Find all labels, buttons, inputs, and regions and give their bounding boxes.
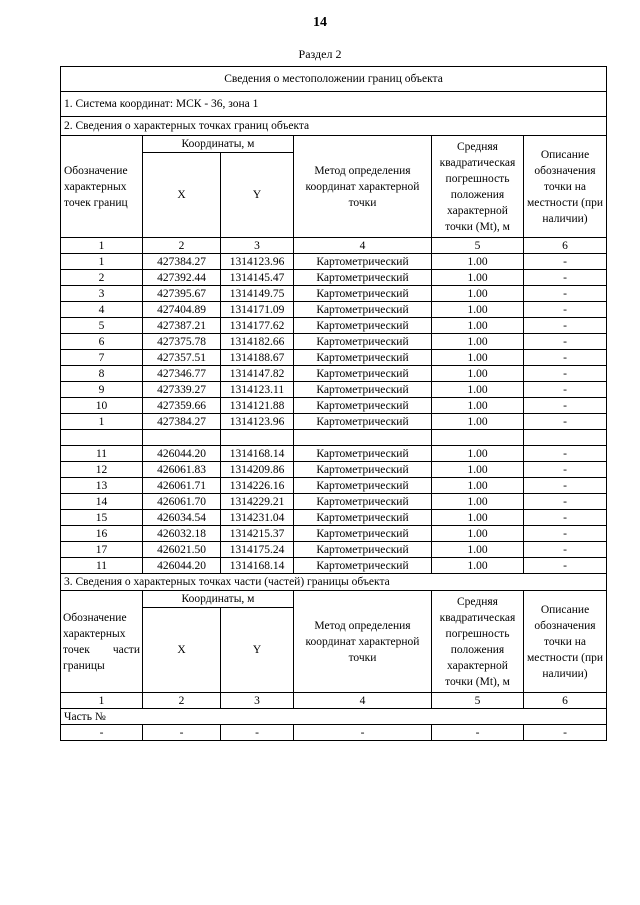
coord-y: 1314175.24 bbox=[221, 542, 294, 558]
point-number: 13 bbox=[61, 478, 143, 494]
coord-y: 1314171.09 bbox=[221, 302, 294, 318]
coord-y: 1314209.86 bbox=[221, 462, 294, 478]
coord-x: 427404.89 bbox=[143, 302, 221, 318]
page-number: 14 bbox=[313, 15, 327, 30]
error: 1.00 bbox=[432, 382, 524, 398]
description: - bbox=[524, 350, 607, 366]
header-description: Описание обозначения точки на местности (при наличии) bbox=[524, 136, 607, 238]
method: Картометрический bbox=[294, 510, 432, 526]
parts-header-description: Описание обозначения точки на местности (при наличии) bbox=[524, 591, 607, 693]
method: Картометрический bbox=[294, 398, 432, 414]
col-number: 3 bbox=[221, 693, 294, 709]
description: - bbox=[524, 334, 607, 350]
error: 1.00 bbox=[432, 446, 524, 462]
error: 1.00 bbox=[432, 526, 524, 542]
point-row bbox=[61, 254, 607, 270]
col-number: 1 bbox=[61, 238, 143, 254]
col-number: 6 bbox=[524, 693, 607, 709]
parts-header-y: Y bbox=[221, 608, 294, 693]
error: 1.00 bbox=[432, 334, 524, 350]
parts-heading: 3. Сведения о характерных точках части (частей) границы объекта bbox=[61, 574, 607, 591]
error: 1.00 bbox=[432, 494, 524, 510]
point-number: 2 bbox=[61, 270, 143, 286]
point-number: 16 bbox=[61, 526, 143, 542]
parts-header-method: Метод определения координат характерной точки bbox=[294, 591, 432, 693]
coord-x: 427395.67 bbox=[143, 286, 221, 302]
coord-x bbox=[143, 430, 221, 446]
point-row bbox=[61, 366, 607, 382]
point-number: 5 bbox=[61, 318, 143, 334]
description: - bbox=[524, 318, 607, 334]
header-coordinates: Координаты, м bbox=[143, 136, 294, 153]
error: 1.00 bbox=[432, 510, 524, 526]
point-number: 11 bbox=[61, 446, 143, 462]
parts-header-point-designation: Обозначение характерных точек части границы bbox=[61, 591, 143, 693]
description: - bbox=[524, 270, 607, 286]
col-number: 5 bbox=[432, 693, 524, 709]
description: - bbox=[524, 478, 607, 494]
description: - bbox=[524, 510, 607, 526]
error: 1.00 bbox=[432, 542, 524, 558]
coord-y bbox=[221, 430, 294, 446]
description: - bbox=[524, 494, 607, 510]
coord-x: 427346.77 bbox=[143, 366, 221, 382]
point-row bbox=[61, 414, 607, 430]
point-number: 3 bbox=[61, 286, 143, 302]
description: - bbox=[524, 254, 607, 270]
point-number: 11 bbox=[61, 558, 143, 574]
points-heading: 2. Сведения о характерных точках границ объекта bbox=[61, 117, 607, 136]
error: 1.00 bbox=[432, 254, 524, 270]
coord-y: 1314177.62 bbox=[221, 318, 294, 334]
point-row bbox=[61, 542, 607, 558]
col-number: 6 bbox=[524, 238, 607, 254]
coord-y: 1314149.75 bbox=[221, 286, 294, 302]
coord-y: 1314229.21 bbox=[221, 494, 294, 510]
coord-x: 427387.21 bbox=[143, 318, 221, 334]
point-row bbox=[61, 494, 607, 510]
coord-x: 427392.44 bbox=[143, 270, 221, 286]
error: 1.00 bbox=[432, 302, 524, 318]
error: 1.00 bbox=[432, 462, 524, 478]
point-row bbox=[61, 334, 607, 350]
error: 1.00 bbox=[432, 318, 524, 334]
method: Картометрический bbox=[294, 462, 432, 478]
part-label: Часть № bbox=[61, 709, 607, 725]
point-row bbox=[61, 430, 607, 446]
column-numbers-row bbox=[61, 238, 607, 254]
coord-y: 1314215.37 bbox=[221, 526, 294, 542]
point-number: 10 bbox=[61, 398, 143, 414]
method: Картометрический bbox=[294, 414, 432, 430]
point-row bbox=[61, 446, 607, 462]
coord-y: 1314121.88 bbox=[221, 398, 294, 414]
part-cell: - bbox=[294, 725, 432, 741]
description bbox=[524, 430, 607, 446]
table-title: Сведения о местоположении границ объекта bbox=[61, 67, 607, 92]
coord-x: 426032.18 bbox=[143, 526, 221, 542]
method: Картометрический bbox=[294, 270, 432, 286]
point-row bbox=[61, 558, 607, 574]
header-error: Средняя квадратическая погрешность положения характерной точки (Mt), м bbox=[432, 136, 524, 238]
coord-x: 426061.71 bbox=[143, 478, 221, 494]
method: Картометрический bbox=[294, 494, 432, 510]
method: Картометрический bbox=[294, 526, 432, 542]
method: Картометрический bbox=[294, 478, 432, 494]
col-number: 2 bbox=[143, 238, 221, 254]
error: 1.00 bbox=[432, 414, 524, 430]
col-number: 2 bbox=[143, 693, 221, 709]
col-number: 5 bbox=[432, 238, 524, 254]
header-y: Y bbox=[221, 153, 294, 238]
point-number: 6 bbox=[61, 334, 143, 350]
method: Картометрический bbox=[294, 446, 432, 462]
description: - bbox=[524, 414, 607, 430]
method: Картометрический bbox=[294, 382, 432, 398]
coord-y: 1314182.66 bbox=[221, 334, 294, 350]
point-number: 9 bbox=[61, 382, 143, 398]
description: - bbox=[524, 462, 607, 478]
point-row bbox=[61, 510, 607, 526]
coord-x: 426034.54 bbox=[143, 510, 221, 526]
coord-y: 1314168.14 bbox=[221, 446, 294, 462]
part-cell: - bbox=[61, 725, 143, 741]
description: - bbox=[524, 558, 607, 574]
coord-x: 427375.78 bbox=[143, 334, 221, 350]
method: Картометрический bbox=[294, 366, 432, 382]
point-row bbox=[61, 302, 607, 318]
coord-y: 1314231.04 bbox=[221, 510, 294, 526]
coord-y: 1314188.67 bbox=[221, 350, 294, 366]
header-method: Метод определения координат характерной точки bbox=[294, 136, 432, 238]
method: Картометрический bbox=[294, 318, 432, 334]
point-row bbox=[61, 382, 607, 398]
part-row bbox=[61, 725, 607, 741]
parts-column-numbers-row bbox=[61, 693, 607, 709]
point-row bbox=[61, 350, 607, 366]
coord-y: 1314147.82 bbox=[221, 366, 294, 382]
coord-y: 1314123.11 bbox=[221, 382, 294, 398]
point-number: 1 bbox=[61, 414, 143, 430]
point-number: 1 bbox=[61, 254, 143, 270]
parts-header-error: Средняя квадратическая погрешность положения характерной точки (Mt), м bbox=[432, 591, 524, 693]
part-cell: - bbox=[432, 725, 524, 741]
error: 1.00 bbox=[432, 286, 524, 302]
coord-y: 1314145.47 bbox=[221, 270, 294, 286]
point-number: 8 bbox=[61, 366, 143, 382]
col-number: 1 bbox=[61, 693, 143, 709]
description: - bbox=[524, 446, 607, 462]
point-number: 15 bbox=[61, 510, 143, 526]
parts-header-x: X bbox=[143, 608, 221, 693]
description: - bbox=[524, 286, 607, 302]
error: 1.00 bbox=[432, 478, 524, 494]
point-number: 4 bbox=[61, 302, 143, 318]
method: Картометрический bbox=[294, 558, 432, 574]
coord-x: 426061.70 bbox=[143, 494, 221, 510]
coord-y: 1314226.16 bbox=[221, 478, 294, 494]
section-title: Раздел 2 bbox=[298, 47, 342, 61]
col-number: 4 bbox=[294, 693, 432, 709]
part-cell: - bbox=[143, 725, 221, 741]
coord-x: 427357.51 bbox=[143, 350, 221, 366]
coord-x: 426044.20 bbox=[143, 446, 221, 462]
parts-header-coordinates: Координаты, м bbox=[143, 591, 294, 608]
method: Картометрический bbox=[294, 542, 432, 558]
point-row bbox=[61, 286, 607, 302]
error: 1.00 bbox=[432, 270, 524, 286]
error: 1.00 bbox=[432, 558, 524, 574]
method: Картометрический bbox=[294, 334, 432, 350]
coord-x: 426044.20 bbox=[143, 558, 221, 574]
point-row bbox=[61, 270, 607, 286]
description: - bbox=[524, 398, 607, 414]
description: - bbox=[524, 302, 607, 318]
description: - bbox=[524, 542, 607, 558]
method bbox=[294, 430, 432, 446]
point-number: 14 bbox=[61, 494, 143, 510]
coord-x: 426061.83 bbox=[143, 462, 221, 478]
point-row bbox=[61, 462, 607, 478]
description: - bbox=[524, 366, 607, 382]
coord-x: 426021.50 bbox=[143, 542, 221, 558]
coord-x: 427339.27 bbox=[143, 382, 221, 398]
error: 1.00 bbox=[432, 366, 524, 382]
part-cell: - bbox=[221, 725, 294, 741]
coord-y: 1314123.96 bbox=[221, 414, 294, 430]
error bbox=[432, 430, 524, 446]
point-row bbox=[61, 526, 607, 542]
col-number: 3 bbox=[221, 238, 294, 254]
coord-system: 1. Система координат: МСК - 36, зона 1 bbox=[61, 92, 607, 117]
coord-y: 1314123.96 bbox=[221, 254, 294, 270]
header-point-designation: Обозначение характерных точек границ bbox=[61, 136, 143, 238]
coord-x: 427359.66 bbox=[143, 398, 221, 414]
point-row bbox=[61, 318, 607, 334]
point-row bbox=[61, 398, 607, 414]
error: 1.00 bbox=[432, 350, 524, 366]
point-row bbox=[61, 478, 607, 494]
coord-x: 427384.27 bbox=[143, 414, 221, 430]
description: - bbox=[524, 382, 607, 398]
boundary-table bbox=[60, 66, 607, 741]
coord-y: 1314168.14 bbox=[221, 558, 294, 574]
header-x: X bbox=[143, 153, 221, 238]
method: Картометрический bbox=[294, 254, 432, 270]
error: 1.00 bbox=[432, 398, 524, 414]
point-number: 17 bbox=[61, 542, 143, 558]
col-number: 4 bbox=[294, 238, 432, 254]
method: Картометрический bbox=[294, 286, 432, 302]
description: - bbox=[524, 526, 607, 542]
method: Картометрический bbox=[294, 302, 432, 318]
method: Картометрический bbox=[294, 350, 432, 366]
point-number: 12 bbox=[61, 462, 143, 478]
point-number bbox=[61, 430, 143, 446]
point-number: 7 bbox=[61, 350, 143, 366]
part-cell: - bbox=[524, 725, 607, 741]
coord-x: 427384.27 bbox=[143, 254, 221, 270]
